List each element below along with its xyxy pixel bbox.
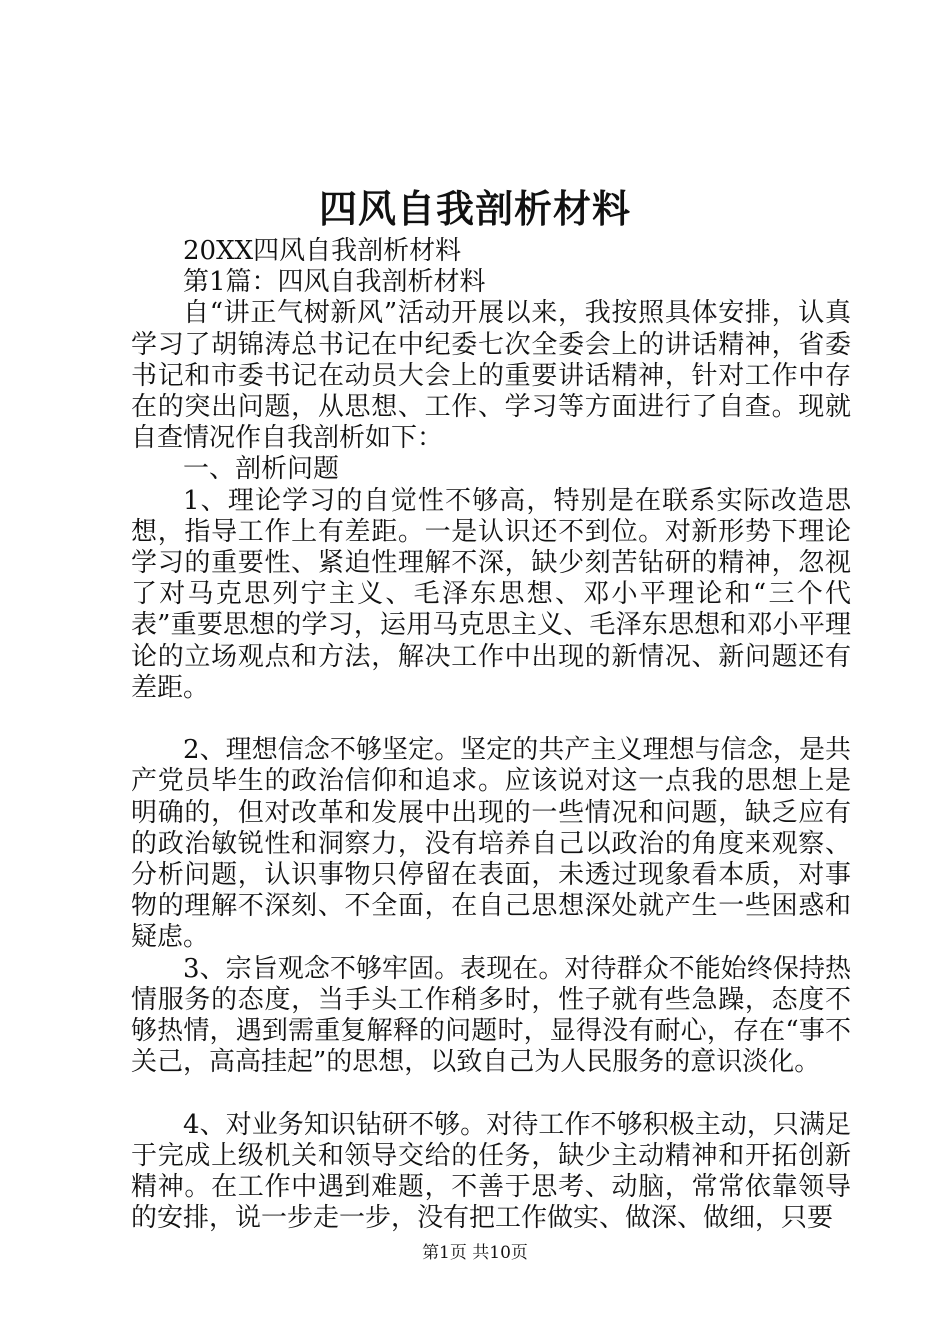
chapter-heading: 第1篇：四风自我剖析材料: [183, 267, 486, 298]
document-body: [131, 236, 851, 1234]
body-paragraph: 4、对业务知识钻研不够。对待工作不够积极主动，只满足于完成上级机关和领导交给的任务，缺少主动精神和开拓创新精神。在工作中遇到难题，不善于思考、动脑，常常依靠领导的安排，说一步走一步，没有把工作做实、做深、做细，只要: [131, 1109, 851, 1234]
document-subtitle: 20XX四风自我剖析材料: [183, 236, 462, 266]
body-paragraph: 1、理论学习的自觉性不够高，特别是在联系实际改造思想，指导工作上有差距。一是认识还不到位。对新形势下理论学习的重要性、紧迫性理解不深，缺少刻苦钻研的精神，忽视了对马克思列宁主义、毛泽东思想、邓小平理论和“三个代表”重要思想的学习，运用马克思主义、毛泽东思想和邓小平理论的立场观点和方法，解决工作中出现的新情况、新问题还有差距。: [131, 485, 851, 703]
body-paragraph: 2、理想信念不够坚定。坚定的共产主义理想与信念，是共产党员毕生的政治信仰和追求。应该说对这一点我的思想上是明确的，但对改革和发展中出现的一些情况和问题，缺乏应有的政治敏锐性和洞察力，没有培养自己以政治的角度来观察、分析问题，认识事物只停留在表面，未透过现象看本质，对事物的理解不深刻、不全面，在自己思想深处就产生一些困惑和疑虑。: [131, 735, 851, 953]
intro-paragraph: 自“讲正气树新风”活动开展以来，我按照具体安排，认真学习了胡锦涛总书记在中纪委七次全委会上的讲话精神，省委书记和市委书记在动员大会上的重要讲话精神，针对工作中存在的突出问题，从思想、工作、学习等方面进行了自查。现就自查情况作自我剖析如下：: [131, 298, 851, 454]
body-paragraph: 3、宗旨观念不够牢固。表现在。对待群众不能始终保持热情服务的态度，当手头工作稍多时，性子就有些急躁，态度不够热情，遇到需重复解释的问题时，显得没有耐心，存在“事不关己，高高挂起”的思想，以致自己为人民服务的意识淡化。: [131, 953, 851, 1078]
document-title: 四风自我剖析材料: [318, 186, 631, 231]
page-number-footer: 第1页 共10页: [422, 1243, 528, 1263]
section-heading: 一、剖析问题: [183, 454, 340, 485]
